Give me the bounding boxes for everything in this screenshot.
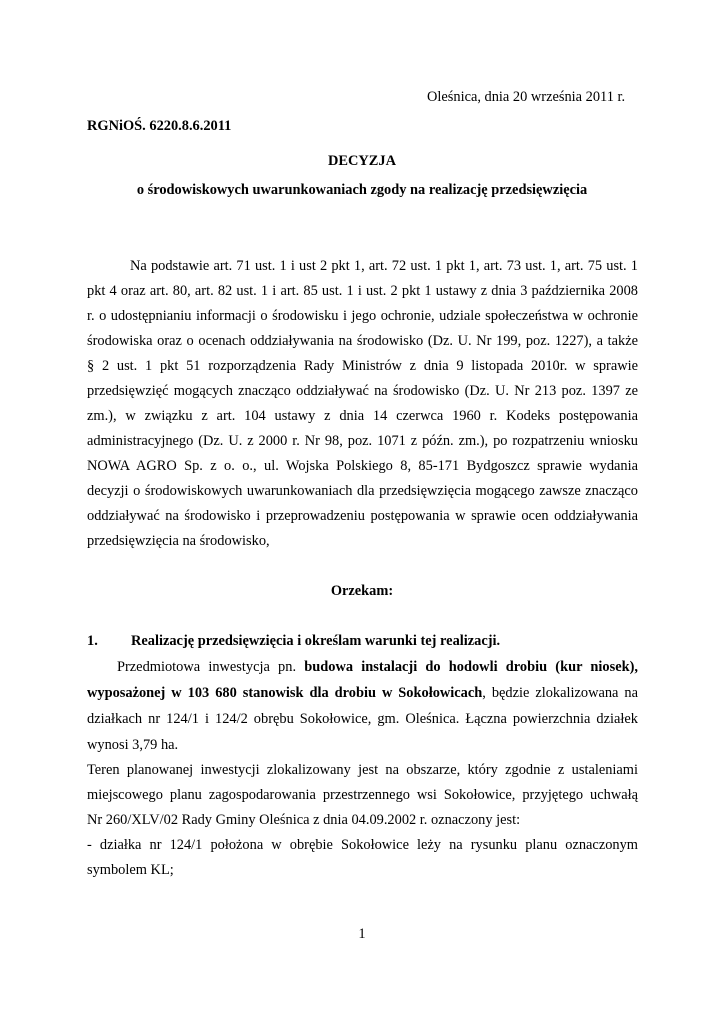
intro-line: administracyjnego (Dz. U. z 2000 r. Nr 98, poz. 1071 z późn. zm.), po rozpatrzeniu wniosku (87, 433, 638, 449)
place-date: Oleśnica, dnia 20 września 2011 r. (427, 89, 626, 105)
intro-line: r. o udostępnianiu informacji o środowisku i jego ochronie, udziale społeczeństwa w ochronie (87, 308, 638, 324)
para1-line1-prefix: Przedmiotowa inwestycja pn. (117, 659, 305, 675)
item-number: 1. (87, 633, 98, 649)
para1-line2 (87, 684, 638, 702)
intro-line: Na podstawie art. 71 ust. 1 i ust 2 pkt 1, art. 72 ust. 1 pkt 1, art. 73 ust. 1, art. 75 ust. 1 (130, 258, 638, 274)
para1-line1 (117, 658, 638, 676)
intro-line: zm.), w związku z art. 104 ustawy z dnia 14 czerwca 1960 r. Kodeks postępowania (87, 408, 638, 424)
intro-line: decyzji o środowiskowych uwarunkowaniach dla przedsięwzięcia mogącego zawsze znacząco (87, 483, 638, 499)
ruling-heading: Orzekam: (330, 583, 394, 599)
intro-line: § 2 ust. 1 pkt 51 rozporządzenia Rady Ministrów z dnia 9 listopada 2010r. w sprawie (87, 358, 638, 374)
para1-line3: działkach nr 124/1 i 124/2 obrębu Sokołowice, gm. Oleśnica. Łączna powierzchnia działek (87, 711, 638, 727)
intro-line: NOWA AGRO Sp. z o. o., ul. Wojska Polskiego 8, 85-171 Bydgoszcz sprawie wydania (87, 458, 638, 474)
document-subtitle: o środowiskowych uwarunkowaniach zgody na realizację przedsięwzięcia (136, 182, 588, 198)
para2-line: Teren planowanej inwestycji zlokalizowany jest na obszarze, który zgodnie z ustaleniami (87, 762, 638, 778)
reference-number: RGNiOŚ. 6220.8.6.2011 (87, 118, 232, 134)
page-number: 1 (358, 926, 366, 942)
item-heading: Realizację przedsięwzięcia i określam warunki tej realizacji. (131, 633, 501, 649)
para2-line: miejscowego planu zagospodarowania przestrzennego wsi Sokołowice, przyjętego uchwałą (87, 787, 638, 803)
para2-line: - działka nr 124/1 położona w obrębie Sokołowice leży na rysunku planu oznaczonym (87, 837, 638, 853)
para1-line2-suffix: , będzie zlokalizowana na (482, 685, 638, 701)
intro-line: środowiska oraz o ocenach oddziaływania na środowisko (Dz. U. Nr 199, poz. 1227), a także (87, 333, 638, 349)
para1-line4: wynosi 3,79 ha. (87, 737, 179, 753)
para2-line: symbolem KL; (87, 862, 174, 878)
intro-line: oddziaływać na środowisko i przeprowadzeniu postępowania w sprawie ocen oddziaływania (87, 508, 638, 524)
document-title: DECYZJA (328, 153, 396, 169)
intro-line: przedsięwzięcia na środowisko, (87, 533, 270, 549)
intro-line: pkt 4 oraz art. 80, art. 82 ust. 1 i art. 85 ust. 1 i ust. 2 pkt 1 ustawy z dnia 3 października 2008 (87, 283, 638, 299)
intro-line: przedsięwzięć mogących znacząco oddziaływać na środowisko (Dz. U. Nr 213 poz. 1397 ze (87, 383, 638, 399)
investment-name-part1: budowa instalacji do hodowli drobiu (kur niosek), (304, 659, 638, 675)
investment-name-part2: wyposażonej w 103 680 stanowisk dla drobiu w Sokołowicach (87, 685, 483, 701)
para2-line: Nr 260/XLV/02 Rady Gminy Oleśnica z dnia 04.09.2002 r. oznaczony jest: (87, 812, 521, 828)
